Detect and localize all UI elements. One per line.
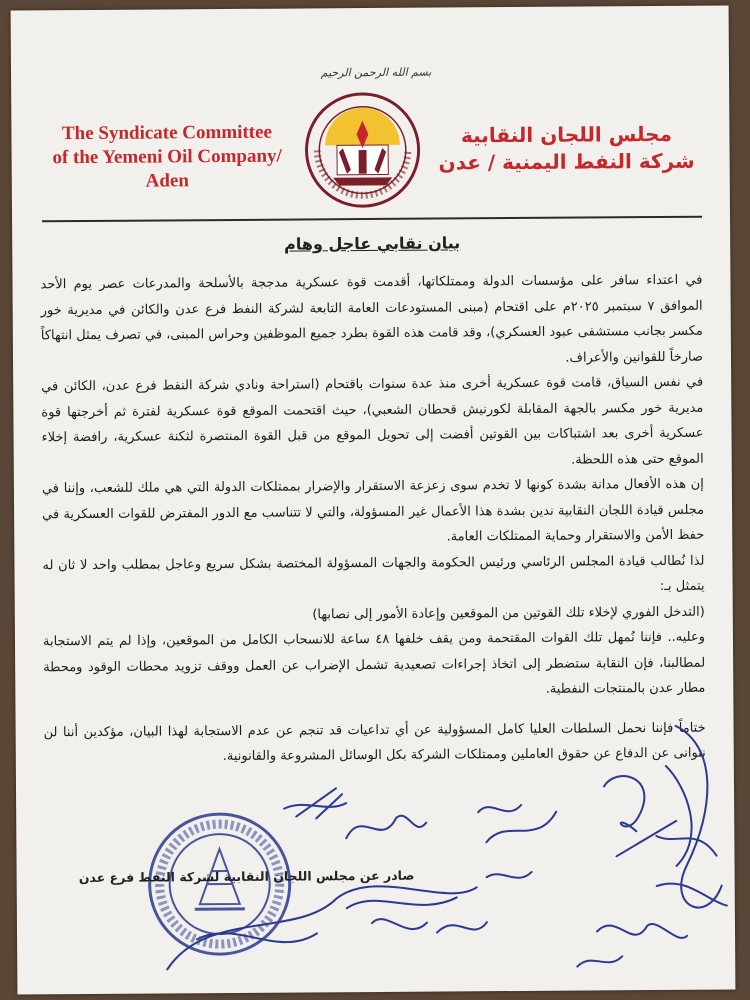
english-letterhead xyxy=(39,121,294,195)
issued-by: صادر عن مجلس اللجان النقابية لشركة النفط فرع عدن xyxy=(78,867,415,886)
paragraph-1: في اعتداء سافر على مؤسسات الدولة وممتلكاتها، أقدمت قوة عسكرية مدججة بالأسلحة والمدرعات عصر يوم الأحد الموافق ٧ سبتمبر ٢٠٢٥م على اقتحام (مبنى المستودعات العامة التابعة لشركة النفط فرع عدن والكائن في مديرية خور مكسر بجانب مستشفى عبود العسكري)، وقد قامت هذه القوة بطرد جميع الموظفين وحراس المبنى، في تصرف يمثل انتهاكاً صارخاً للقوانين والأعراف. xyxy=(40,272,704,366)
header-divider xyxy=(42,216,702,222)
paragraph-6: وعليه.. فإننا نُمهل تلك القوات المقتحمة ومن يقف خلفها ٤٨ ساعة للانسحاب الكامل من الموقعين، وإذا لم يتم الاستجابة لمطالبنا، فإن النقابة ستضطر إلى اتخاذ إجراءات تصعيدية تشمل الإضراب عن العمل ووقف تزويد محطات الوقود ومحطة مطار عدن بالمنتجات النفطية. xyxy=(42,629,706,697)
closing-paragraph: ختاماً فإننا نحمل السلطات العليا كامل المسؤولية عن أي تداعيات قد تنجم عن عدم الاستجابة لهذا البيان، مؤكدين أننا لن نتوانى عن الدفاع عن حقوق العاملين وممتلكات الشركة بكل الوسائل المشروعة والقانونية. xyxy=(43,720,706,765)
paragraph-2: في نفس السياق، قامت قوة عسكرية أخرى منذ عدة سنوات باقتحام (استراحة ونادي شركة النفط فرع عدن، الكائن في مديرية خور مكسر بالجهة المقابلة لكورنيش قحطان الشعبي)، حيث اقتحمت الموقع قوة عسكرية لفترة ثم أخرجتها قوة عسكرية أخرى بعد اشتباكات بين القوتين أفضت إلى تحويل الموقع من قبل القوة المنتصرة لثكنة عسكرية، رافضة إخلاء الموقع حتى هذه اللحظة. xyxy=(41,374,704,468)
paragraph-4: لذا نُطالب قيادة المجلس الرئاسي ورئيس الحكومة والجهات المسؤولة المختصة بشكل سريع وعاجل بمطلب واحد لا ثان له يتمثل بـ: xyxy=(42,553,705,594)
arabic-name-line2: شركة النفط اليمنية / عدن xyxy=(438,148,695,175)
document-title: بيان نقابي عاجل وهام xyxy=(284,233,461,254)
arabic-name-line1: مجلس اللجان النقابية xyxy=(460,121,672,148)
syndicate-logo-icon xyxy=(303,91,422,210)
document-sheet xyxy=(11,6,736,995)
paragraph-3: إن هذه الأفعال مدانة بشدة كونها لا تخدم سوى زعزعة الاستقرار والإضرار بممتلكات الدولة التي هي ملك للشعب، وإننا في مجلس قيادة اللجان النقابية ندين بشدة هذا الأعمال غير المسؤولة، والتي لا تتناسب مع الدور المفترض للقوات العسكرية في حفظ الأمن والاستقرار وحماية الممتلكات العامة. xyxy=(41,476,705,545)
basmala: بسم الله الرحمن الرحيم xyxy=(320,65,432,80)
document-body xyxy=(40,268,705,771)
paragraph-5: (التدخل الفوري لإخلاء تلك القوتين من الموقعين وإعادة الأمور إلى نصابها) xyxy=(312,604,705,622)
english-name-line2: of the Yemeni Oil Company/ Aden xyxy=(52,145,282,192)
english-name-line1: The Syndicate Committee xyxy=(61,121,273,145)
arabic-letterhead xyxy=(431,121,701,177)
